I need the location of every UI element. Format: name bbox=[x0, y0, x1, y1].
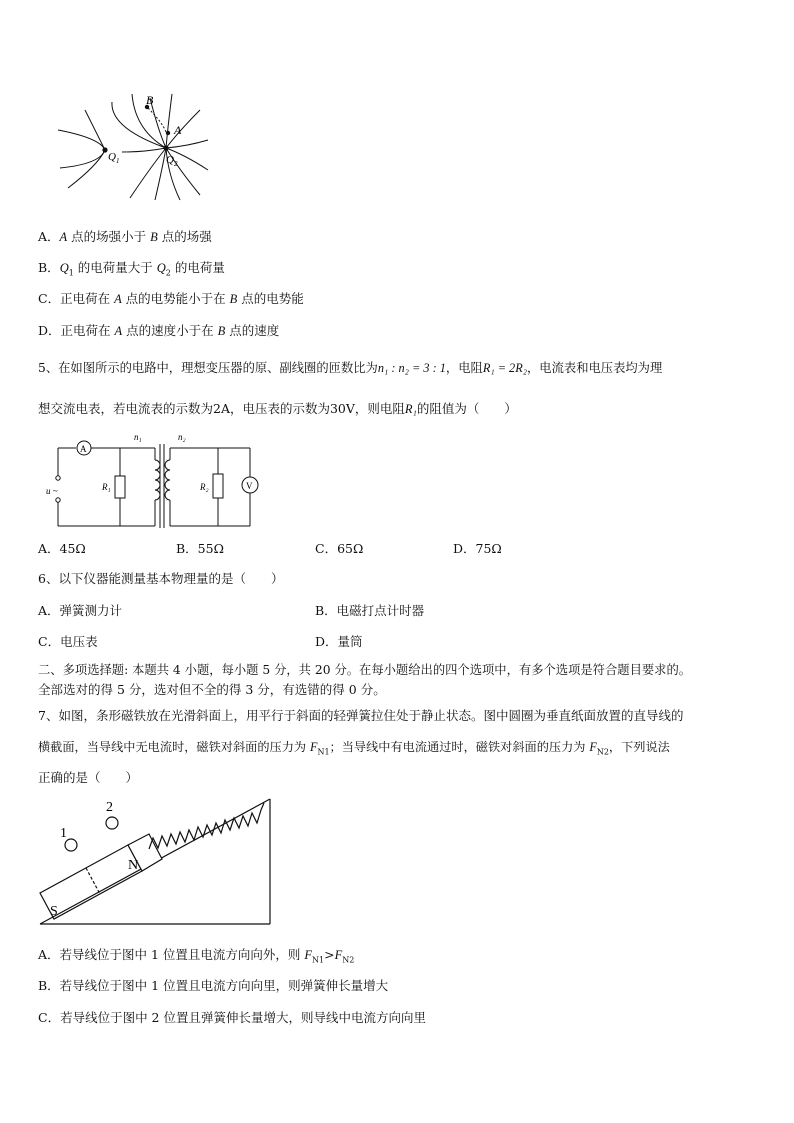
q5-option-a: A．45Ω bbox=[38, 541, 86, 556]
label-b: B bbox=[146, 93, 154, 107]
u-label: u ~ bbox=[46, 486, 58, 496]
label-1: 1 bbox=[60, 826, 67, 841]
q5-stem-line1: 5、在如图所示的电路中，理想变压器的原、副线圈的匝数比为n₁ : n₂ = 3 : 1，电阻R₁ = 2R₂，电流表和电压表均为理 bbox=[38, 361, 663, 375]
field-lines-figure bbox=[50, 90, 210, 200]
r1-label: R₁ bbox=[102, 482, 111, 492]
label-n: N bbox=[128, 858, 139, 873]
label-2: 2 bbox=[106, 800, 113, 815]
q6-option-c: C．电压表 bbox=[38, 634, 98, 649]
n1-label: n₁ bbox=[134, 432, 142, 442]
voltmeter-label: V bbox=[246, 481, 253, 491]
q5-option-b: B．55Ω bbox=[176, 541, 224, 556]
label-s: S bbox=[50, 904, 58, 919]
q7-stem-line3: 正确的是（ ） bbox=[38, 770, 139, 785]
r2-label: R₂ bbox=[200, 482, 209, 492]
q7-stem-line1: 7、如图，条形磁铁放在光滑斜面上，用平行于斜面的轻弹簧拉住处于静止状态。图中圆圈为垂直纸面放置的直导线的 bbox=[38, 708, 684, 723]
label-a: A bbox=[174, 123, 182, 137]
q6-option-b: B．电磁打点计时器 bbox=[315, 603, 425, 618]
q6-option-d: D．量筒 bbox=[315, 634, 363, 649]
q4-option-d: D．正电荷在 A 点的速度小于在 B 点的速度 bbox=[38, 323, 280, 338]
section2-heading-line1: 二、多项选择题: 本题共 4 小题，每小题 5 分，共 20 分。在每小题给出的四个选项中，有多个选项是符合题目要求的。 bbox=[38, 663, 692, 677]
q4-option-b: B．$Q_1$ 的电荷量大于 $Q_2$ 的电荷量 bbox=[38, 260, 225, 278]
n2-label: n₂ bbox=[178, 432, 186, 442]
q6-stem: 6、以下仪器能测量基本物理量的是（ ） bbox=[38, 571, 284, 586]
magnet-incline-figure bbox=[38, 793, 274, 929]
q6-option-a: A．弹簧测力计 bbox=[38, 603, 123, 618]
q4-option-a: A．A 点的场强小于 B 点的场强 bbox=[38, 229, 212, 244]
q7-option-a: A．若导线位于图中 1 位置且电流方向向外，则 $F_{N1}>F_{N2}$ bbox=[38, 947, 355, 965]
label-q2: $Q_2$ bbox=[166, 154, 178, 168]
q7-stem-line2: 横截面，当导线中无电流时，磁铁对斜面的压力为 $F_{N1}$；当导线中有电流通过时，磁铁对斜面的压力为 $F_{N2}$，下列说法 bbox=[38, 740, 670, 757]
q4-option-c: C．正电荷在 A 点的电势能小于在 B 点的电势能 bbox=[38, 291, 304, 306]
q7-option-b: B．若导线位于图中 1 位置且电流方向向里，则弹簧伸长量增大 bbox=[38, 978, 389, 993]
section2-heading-line2: 全部选对的得 5 分，选对但不全的得 3 分，有选错的得 0 分。 bbox=[38, 682, 386, 697]
q5-option-d: D．75Ω bbox=[453, 541, 502, 556]
q7-option-c: C．若导线位于图中 2 位置且弹簧伸长量增大，则导线中电流方向向里 bbox=[38, 1010, 426, 1025]
ammeter-label: A bbox=[80, 444, 87, 454]
label-q1: $Q_1$ bbox=[108, 151, 120, 165]
q5-option-c: C．65Ω bbox=[315, 541, 364, 556]
transformer-circuit-figure bbox=[40, 430, 270, 530]
q5-stem-line2: 想交流电表，若电流表的示数为2A，电压表的示数为30V，则电阻R₁的阻值为（ ） bbox=[38, 401, 517, 416]
